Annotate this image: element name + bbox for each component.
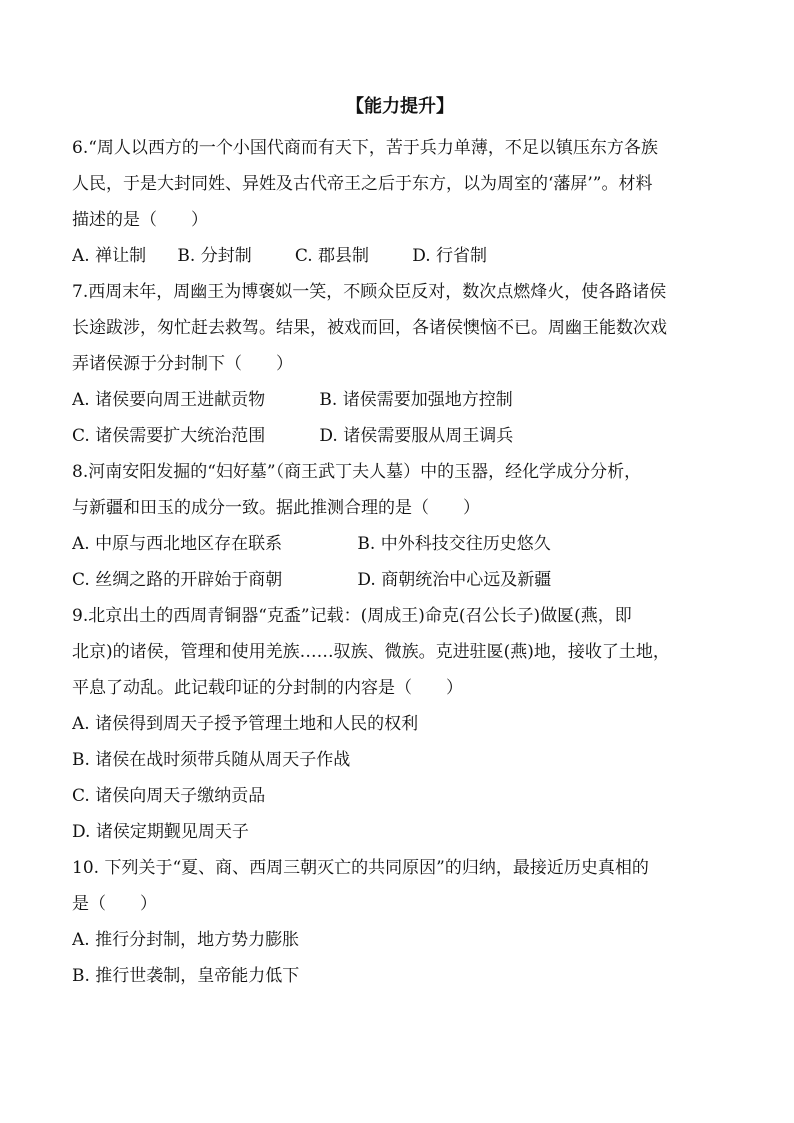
question-8-option-a: A. 中原与西北地区存在联系 (72, 534, 283, 554)
question-7-options-row-1 (72, 382, 728, 418)
question-9-option-a: A. 诸侯得到周天子授予管理土地和人民的权利 (72, 714, 419, 734)
question-10 (72, 850, 728, 994)
question-6-line-2: 人民，于是大封同姓、异姓及古代帝王之后于东方，以为周室的‘藩屏’”。材料 (72, 174, 653, 194)
question-8-line-1: 8.河南安阳发掘的“妇好墓”（商王武丁夫人墓）中的玉器，经化学成分分析， (72, 462, 642, 482)
question-6-option-b: B. 分封制 (177, 246, 252, 266)
question-10-line-2: 是（ ） (72, 894, 157, 914)
question-10-option-b: B. 推行世袭制，皇帝能力低下 (72, 966, 300, 986)
question-7-option-d: D. 诸侯需要服从周王调兵 (319, 426, 514, 446)
section-title: 【能力提升】 (346, 96, 454, 117)
question-6-option-a: A. 禅让制 (72, 246, 147, 266)
question-7 (72, 274, 728, 454)
question-9-option-b: B. 诸侯在战时须带兵随从周天子作战 (72, 750, 351, 770)
question-6-option-d: D. 行省制 (412, 246, 488, 266)
question-8-options-row-2 (72, 562, 728, 598)
question-7-option-c: C. 诸侯需要扩大统治范围 (72, 426, 266, 446)
question-6-line-1: 6.“周人以西方的一个小国代商而有天下，苦于兵力单薄，不足以镇压东方各族 (72, 138, 658, 158)
question-9 (72, 598, 728, 850)
question-8-options-row-1 (72, 526, 728, 562)
question-9-option-c: C. 诸侯向周天子缴纳贡品 (72, 786, 266, 806)
question-9-line-1: 9.北京出土的西周青铜器“克盉”记载：(周成王)命克(召公长子)做匽(燕，即 (72, 606, 632, 626)
question-7-options-row-2 (72, 418, 728, 454)
question-8-option-b: B. 中外科技交往历史悠久 (357, 534, 551, 554)
question-7-line-1: 7.西周末年，周幽王为博褒姒一笑，不顾众臣反对，数次点燃烽火，使各路诸侯 (72, 282, 667, 302)
question-7-option-a: A. 诸侯要向周王进献贡物 (72, 390, 266, 410)
question-9-option-d: D. 诸侯定期觐见周天子 (72, 822, 249, 842)
question-6-line-3: 描述的是（ ） (72, 210, 208, 230)
question-7-line-2: 长途跋涉，匆忙赶去救驾。结果，被戏而回，各诸侯懊恼不已。周幽王能数次戏 (72, 318, 667, 338)
question-10-line-1: 10. 下列关于“夏、商、西周三朝灭亡的共同原因”的归纳，最接近历史真相的 (72, 858, 649, 878)
question-8-line-2: 与新疆和田玉的成分一致。据此推测合理的是（ ） (72, 498, 480, 518)
question-8 (72, 454, 728, 598)
question-9-line-3: 平息了动乱。此记载印证的分封制的内容是（ ） (72, 678, 463, 698)
question-6-option-c: C. 郡县制 (294, 246, 370, 266)
question-8-option-d: D. 商朝统治中心远及新疆 (357, 570, 552, 590)
document-page (72, 94, 728, 994)
question-7-option-b: B. 诸侯需要加强地方控制 (319, 390, 513, 410)
question-6 (72, 130, 728, 274)
question-9-line-2: 北京)的诸侯，管理和使用羌族……驭族、微族。克进驻匽(燕)地，接收了土地， (72, 642, 670, 662)
question-10-option-a: A. 推行分封制，地方势力膨胀 (72, 930, 300, 950)
question-7-line-3: 弄诸侯源于分封制下（ ） (72, 354, 293, 374)
question-8-option-c: C. 丝绸之路的开辟始于商朝 (72, 570, 283, 590)
question-6-options (72, 238, 728, 274)
